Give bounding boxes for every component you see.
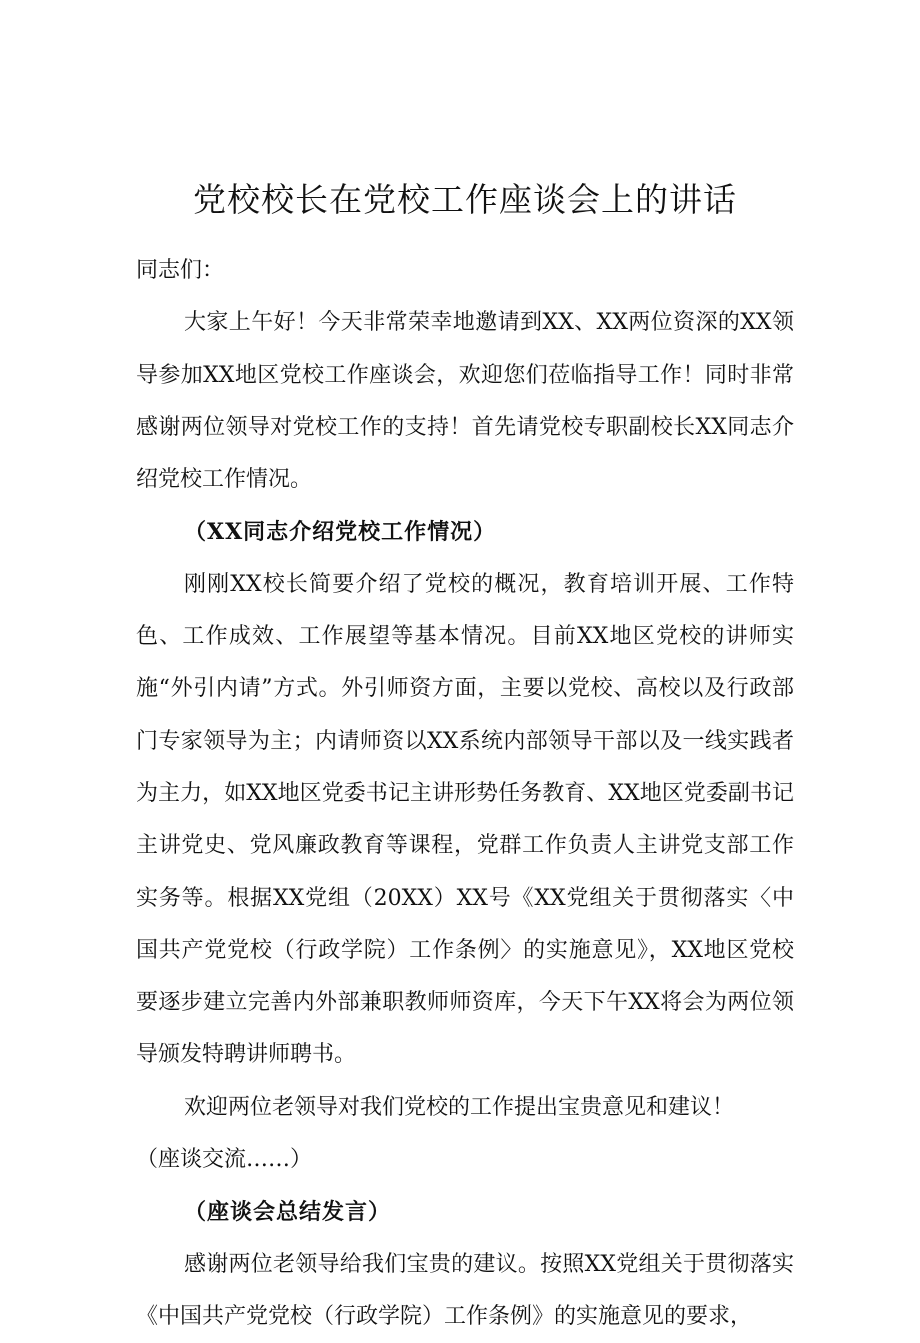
section-note-summary: （座谈会总结发言）	[184, 1199, 392, 1226]
document-title: 党校校长在党校工作座谈会上的讲话	[193, 180, 737, 220]
paragraph-opening: 大家上午好！今天非常荣幸地邀请到XX、XX两位资深的XX领导参加XX地区党校工作座谈会，欢迎您们莅临指导工作！同时非常感谢两位领导对党校工作的支持！首先请党校专职副校长XX同志介绍党校工作情况。	[136, 310, 794, 493]
document-body	[136, 245, 794, 1343]
paragraph-welcome-suggestions: 欢迎两位老领导对我们党校的工作提出宝贵意见和建议！	[184, 1094, 735, 1120]
greeting: 同志们：	[136, 258, 225, 283]
note-discussion: （座谈交流……）	[136, 1147, 313, 1173]
paragraph-overview: 刚刚XX校长简要介绍了党校的概况，教育培训开展、工作特色、工作成效、工作展望等基本情况。目前XX地区党校的讲师实施“外引内请”方式。外引师资方面，主要以党校、高校以及行政部门专家领导为主；内请师资以XX系统内部领导干部以及一线实践者为主力，如XX地区党委书记主讲形势任务教育、XX地区党委副书记主讲党史、党风廉政教育等课程，党群工作负责人主讲党支部工作实务等。根据XX党组（20XX）XX号《XX党组关于贯彻落实〈中国共产党党校（行政学院）工作条例〉的实施意见》，XX地区党校要逐步建立完善内外部兼职教师师资库，今天下午XX将会为两位领导颁发特聘讲师聘书。	[136, 571, 794, 1068]
paragraph-thanks: 感谢两位老领导给我们宝贵的建议。按照XX党组关于贯彻落实《中国共产党党校（行政学院）工作条例》的实施意见的要求，	[136, 1251, 794, 1329]
section-note-introduction: （XX同志介绍党校工作情况）	[184, 519, 497, 546]
